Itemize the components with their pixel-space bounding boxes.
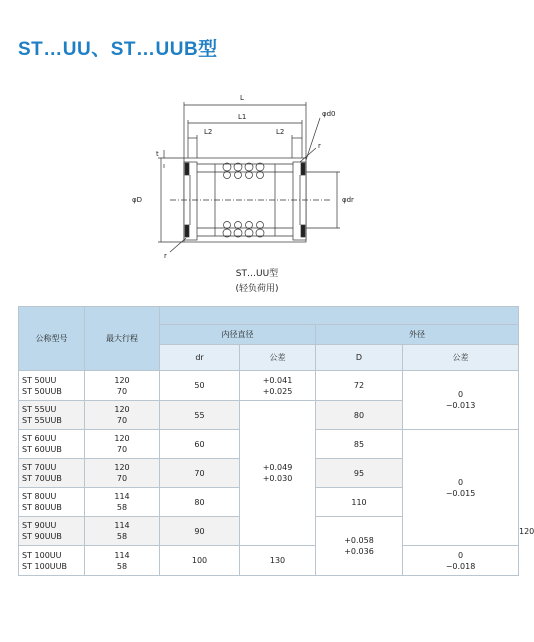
- model-uub: ST 90UUB: [22, 532, 62, 541]
- header-inner-diameter: 内径直径: [160, 325, 316, 345]
- spec-table: [18, 306, 534, 576]
- outer-tolerance-lower: −0.015: [445, 488, 476, 498]
- inner-tolerance-upper: +0.058: [344, 536, 374, 545]
- D-value: 80: [316, 401, 403, 430]
- dr-value: 90: [160, 517, 240, 546]
- dim-t-label: t: [156, 150, 159, 158]
- model-uub: ST 80UUB: [22, 503, 62, 512]
- stroke-uu: 114: [114, 550, 130, 560]
- stroke-uu: 120: [114, 405, 130, 414]
- bearing-technical-drawing: [130, 80, 370, 295]
- outer-tolerance-upper: 0: [457, 550, 464, 560]
- dim-L2-left-label: L2: [204, 128, 213, 136]
- header-outer-diameter: 外径: [316, 325, 519, 345]
- model-uu: ST 70UU: [22, 463, 57, 472]
- inner-tolerance-upper: +0.049: [262, 463, 293, 472]
- model-uub: ST 70UUB: [22, 474, 62, 483]
- inner-tolerance-lower: +0.036: [344, 547, 374, 556]
- inner-tolerance-lower: +0.025: [262, 386, 293, 396]
- drawing-caption-model: ST…UU型: [235, 269, 279, 279]
- model-uu: ST 55UU: [22, 405, 57, 414]
- table-row: ST 90UU ST 90UUB 114 58 90 +0.058 +0.036 120: [19, 517, 519, 546]
- header-band: [160, 307, 519, 325]
- outer-tolerance-lower: −0.013: [445, 401, 476, 410]
- stroke-uu: 120: [114, 463, 130, 472]
- dr-value: 50: [160, 371, 240, 401]
- stroke-uub: 58: [116, 561, 128, 571]
- dr-value: 80: [160, 488, 240, 517]
- model-uu: ST 50UU: [22, 375, 57, 385]
- outer-tolerance-upper: 0: [457, 477, 464, 487]
- D-value: 85: [316, 430, 403, 459]
- dim-r-bottom-label: r: [164, 252, 167, 260]
- header-model: 公称型号: [19, 307, 85, 371]
- model-uub: ST 100UUB: [22, 561, 67, 571]
- inner-tolerance-lower: +0.030: [262, 474, 293, 483]
- stroke-uu: 114: [114, 492, 130, 501]
- table-row: [19, 546, 519, 576]
- header-D: D: [316, 345, 403, 371]
- outer-tolerance-lower: −0.018: [445, 561, 476, 571]
- dr-value: 70: [160, 459, 240, 488]
- dr-value: 55: [160, 401, 240, 430]
- model-uub: ST 50UUB: [22, 386, 62, 396]
- stroke-uub: 70: [116, 445, 128, 454]
- page-title: ST…UU、ST…UUB型: [18, 39, 218, 60]
- D-value: 130: [240, 546, 316, 576]
- dim-r-top-label: r: [318, 142, 321, 150]
- dim-d0-label: φd0: [322, 110, 336, 118]
- dim-dr-label: φdr: [342, 196, 354, 204]
- stroke-uu: 120: [114, 434, 130, 443]
- stroke-uub: 58: [116, 503, 128, 512]
- model-uub: ST 60UUB: [22, 445, 62, 454]
- drawing-caption-load: (轻负荷用): [235, 284, 279, 294]
- D-value: 72: [316, 371, 403, 401]
- dim-D-label: φD: [132, 196, 143, 204]
- stroke-uub: 58: [116, 532, 128, 541]
- D-value: 95: [316, 459, 403, 488]
- stroke-uub: 70: [116, 416, 128, 425]
- header-dr: dr: [160, 345, 240, 371]
- header-inner-tolerance: 公差: [240, 345, 316, 371]
- model-uu: ST 100UU: [22, 550, 62, 560]
- D-value: 110: [316, 488, 403, 517]
- header-max-stroke: 最大行程: [85, 307, 160, 371]
- model-uub: ST 55UUB: [22, 416, 62, 425]
- dim-L1-label: L1: [238, 113, 247, 121]
- stroke-uub: 70: [116, 386, 128, 396]
- outer-tolerance-upper: 0: [457, 390, 464, 399]
- inner-tolerance-upper: +0.041: [262, 375, 293, 385]
- model-uu: ST 80UU: [22, 492, 57, 501]
- model-uu: ST 90UU: [22, 521, 57, 530]
- header-outer-tolerance: 公差: [403, 345, 519, 371]
- table-row: [19, 371, 519, 401]
- dim-L2-right-label: L2: [276, 128, 285, 136]
- dim-L-label: L: [240, 94, 244, 102]
- dr-value: 60: [160, 430, 240, 459]
- stroke-uub: 70: [116, 474, 128, 483]
- stroke-uu: 120: [114, 375, 130, 385]
- model-uu: ST 60UU: [22, 434, 57, 443]
- dr-value: 100: [160, 546, 240, 576]
- stroke-uu: 114: [114, 521, 130, 530]
